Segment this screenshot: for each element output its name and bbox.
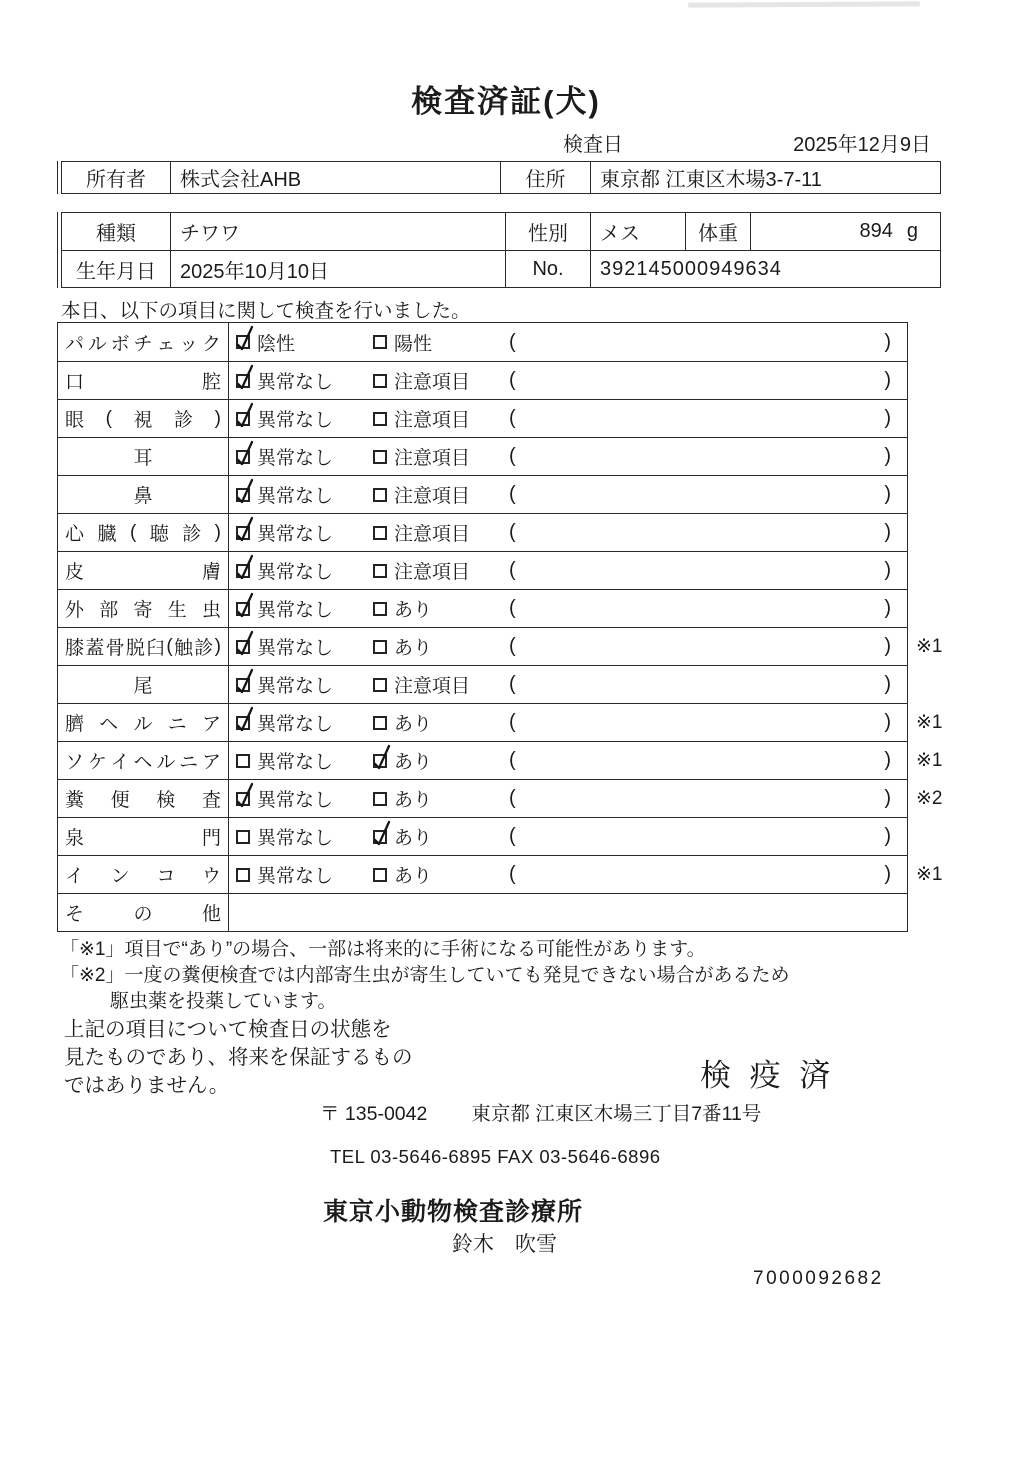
address-value: 東京都 江東区木場3-7-11	[590, 162, 940, 193]
checkbox-option	[366, 633, 501, 660]
checkbox-option	[229, 595, 366, 622]
close-paren: )	[884, 559, 891, 581]
checked-checkbox	[236, 450, 250, 464]
checkbox-label: 異常なし	[257, 562, 334, 583]
checkbox-option	[366, 823, 501, 850]
checkbox-option	[366, 785, 501, 812]
inspection-row-body	[229, 552, 907, 589]
open-paren: (	[509, 407, 516, 429]
unchecked-checkbox	[236, 830, 250, 844]
checkbox-label: 異常なし	[257, 790, 334, 811]
inspection-row-body	[229, 628, 907, 665]
disclaimer-line-3: ではありません。	[64, 1074, 230, 1097]
inspection-row-body	[229, 742, 907, 779]
footnote-mark: ※1	[916, 864, 943, 885]
checkbox-option	[229, 557, 366, 584]
unchecked-checkbox	[236, 868, 250, 882]
weight-label: 体重	[685, 213, 750, 250]
close-paren: )	[884, 749, 891, 771]
tel-fax-line: TEL 03-5646-6895 FAX 03-5646-6896	[330, 1146, 661, 1167]
checked-checkbox	[236, 792, 250, 806]
inspection-item-label: ソ ケ イ ヘ ル ニ ア	[58, 742, 229, 779]
footnote-2-cont: 駆虫薬を投薬しています。	[110, 991, 337, 1012]
inspection-row-body	[229, 476, 907, 513]
disclaimer-line-2: 見たものであり、将来を保証するもの	[64, 1046, 413, 1069]
checkbox-label: 注意項目	[394, 562, 471, 583]
checkbox-label: 注意項目	[394, 676, 471, 697]
breed-value: チワワ	[170, 213, 505, 250]
checkbox-label: あり	[394, 714, 433, 735]
checkbox-label: 陽性	[394, 333, 433, 355]
checked-checkbox	[236, 335, 250, 349]
close-paren: )	[884, 521, 891, 543]
clinic-address: 東京都 江東区木場三丁目7番11号	[471, 1103, 762, 1125]
breed-sex-weight-row	[62, 213, 940, 250]
unchecked-checkbox	[373, 374, 387, 388]
inspection-row	[58, 741, 943, 779]
checked-checkbox	[236, 602, 250, 616]
checkbox-option	[366, 709, 501, 736]
checkbox-label: 注意項目	[394, 410, 471, 431]
sex-label: 性別	[505, 213, 590, 250]
checkbox-label: 陰性	[257, 333, 296, 355]
checkbox-option	[366, 405, 501, 432]
checkbox-label: 異常なし	[257, 448, 334, 469]
inspection-item-label: 心 臓 ( 聴 診 )	[58, 514, 229, 551]
open-paren: (	[509, 483, 516, 505]
checkbox-label: 異常なし	[257, 828, 334, 849]
checkbox-option	[229, 861, 366, 888]
checkbox-label: あり	[394, 638, 433, 659]
sex-value: メス	[590, 213, 685, 250]
open-paren: (	[509, 369, 516, 391]
inspection-item-label: 泉 門	[58, 818, 229, 855]
no-label: No.	[505, 251, 590, 287]
inspection-item-label: 糞 便 検 査	[58, 780, 229, 817]
open-paren: (	[509, 863, 516, 885]
checkbox-label: 注意項目	[394, 486, 471, 507]
inspection-row	[58, 779, 943, 817]
inspection-row	[58, 437, 907, 475]
inspection-item-label: 膝 蓋 骨 脱 臼 ( 触 診 )	[58, 628, 229, 665]
checkbox-option	[366, 367, 501, 394]
serial-number: 7000092682	[753, 1268, 884, 1289]
inspection-item-label: 口 腔	[58, 362, 229, 399]
inspection-item-label: そ の 他	[58, 894, 229, 931]
checkbox-label: 異常なし	[257, 486, 334, 507]
close-paren: )	[884, 863, 891, 885]
inspection-item-label: パ ル ボ チ ェ ッ ク	[58, 323, 229, 361]
close-paren: )	[884, 635, 891, 657]
checked-checkbox	[236, 678, 250, 692]
checkbox-option	[366, 747, 501, 774]
unchecked-checkbox	[373, 335, 387, 349]
inspection-row	[58, 855, 943, 893]
inspection-row	[58, 589, 907, 627]
checkbox-option	[229, 329, 366, 356]
footnote-mark: ※1	[916, 712, 943, 733]
unchecked-checkbox	[373, 488, 387, 502]
owner-value: 株式会社AHB	[170, 162, 500, 193]
unchecked-checkbox	[373, 868, 387, 882]
inspection-row	[58, 817, 907, 855]
inspection-row-body	[229, 323, 907, 361]
close-paren: )	[884, 711, 891, 733]
owner-address-table	[57, 161, 941, 194]
checkbox-label: 注意項目	[394, 372, 471, 393]
animal-info-table-inner	[61, 212, 941, 288]
unchecked-checkbox	[373, 792, 387, 806]
inspection-row	[58, 665, 907, 703]
open-paren: (	[509, 597, 516, 619]
checkbox-label: 異常なし	[257, 676, 334, 697]
checkbox-label: 異常なし	[257, 600, 334, 621]
checkbox-label: 異常なし	[257, 714, 334, 735]
inspection-row-body	[229, 590, 907, 627]
close-paren: )	[884, 445, 891, 467]
checkbox-option	[229, 633, 366, 660]
close-paren: )	[884, 825, 891, 847]
postal-code: 〒 135-0042	[320, 1103, 428, 1125]
birthdate-no-row	[62, 250, 940, 287]
checkbox-option	[229, 367, 366, 394]
checkbox-label: 異常なし	[257, 410, 334, 431]
scan-artifact	[688, 1, 920, 7]
exam-date-value: 2025年12月9日	[793, 134, 931, 156]
checkbox-label: あり	[394, 600, 433, 621]
clinic-name: 東京小動物検査診療所	[323, 1198, 584, 1226]
checkbox-label: あり	[394, 790, 433, 811]
unchecked-checkbox	[373, 640, 387, 654]
inspection-row	[58, 627, 943, 665]
inspection-item-label: 外 部 寄 生 虫	[58, 590, 229, 627]
exam-date-label: 検査日	[563, 134, 623, 156]
checkbox-label: 異常なし	[257, 866, 334, 887]
unchecked-checkbox	[373, 678, 387, 692]
checkbox-option	[366, 557, 501, 584]
checked-checkbox	[236, 716, 250, 730]
inspection-row-body	[229, 780, 907, 817]
inspection-row-body	[229, 362, 907, 399]
unchecked-checkbox	[236, 754, 250, 768]
disclaimer-text	[64, 1016, 413, 1100]
birthdate-value: 2025年10月10日	[170, 251, 505, 287]
inspection-item-label: 皮 膚	[58, 552, 229, 589]
checkbox-label: 注意項目	[394, 524, 471, 545]
checkbox-option	[366, 481, 501, 508]
checkbox-option	[229, 747, 366, 774]
birthdate-label: 生年月日	[76, 260, 156, 283]
inspection-row	[58, 513, 907, 551]
checkbox-label: 異常なし	[257, 638, 334, 659]
checked-checkbox	[236, 640, 250, 654]
address-label: 住所	[500, 162, 590, 193]
veterinarian-name: 鈴木 吹雪	[452, 1233, 557, 1256]
animal-info-table	[57, 212, 941, 288]
inspection-row-body	[229, 704, 907, 741]
checked-checkbox	[373, 754, 387, 768]
open-paren: (	[509, 673, 516, 695]
inspection-row	[58, 893, 907, 931]
open-paren: (	[509, 787, 516, 809]
checkbox-label: 異常なし	[257, 524, 334, 545]
inspection-item-label: 耳	[58, 438, 229, 475]
unchecked-checkbox	[373, 526, 387, 540]
inspection-item-label: 眼 ( 視 診 )	[58, 400, 229, 437]
inspection-item-label: 尾	[58, 666, 229, 703]
inspection-row	[58, 361, 907, 399]
open-paren: (	[509, 521, 516, 543]
checked-checkbox	[236, 526, 250, 540]
open-paren: (	[509, 711, 516, 733]
close-paren: )	[884, 673, 891, 695]
footnote-mark: ※1	[916, 750, 943, 771]
close-paren: )	[884, 407, 891, 429]
footnote-2: 「※2」一度の糞便検査では内部寄生虫が寄生していても発見できない場合があるため	[60, 965, 790, 986]
page-title: 検査済証(犬)	[411, 84, 601, 119]
footnote-mark: ※2	[916, 788, 943, 809]
inspection-item-label: 鼻	[58, 476, 229, 513]
open-paren: (	[509, 559, 516, 581]
inspection-row	[58, 399, 907, 437]
close-paren: )	[884, 369, 891, 391]
checkbox-option	[229, 709, 366, 736]
checkbox-option	[229, 443, 366, 470]
open-paren: (	[509, 825, 516, 847]
checkbox-label: あり	[394, 828, 433, 849]
inspection-row-body	[229, 818, 907, 855]
checkbox-option	[229, 785, 366, 812]
checked-checkbox	[236, 488, 250, 502]
unchecked-checkbox	[373, 450, 387, 464]
owner-address-table-inner	[61, 161, 941, 194]
checkbox-option	[366, 595, 501, 622]
owner-row	[62, 162, 940, 193]
checkbox-option	[229, 519, 366, 546]
checkbox-option	[229, 481, 366, 508]
checkbox-label: 注意項目	[394, 448, 471, 469]
clinic-address-line	[320, 1098, 761, 1126]
footnote-1: 「※1」項目で“あり”の場合、一部は将来的に手術になる可能性があります。	[60, 939, 706, 960]
checked-checkbox	[236, 412, 250, 426]
disclaimer-line-1: 上記の項目について検査日の状態を	[64, 1018, 392, 1041]
close-paren: )	[884, 330, 891, 353]
inspection-row-body	[229, 438, 907, 475]
inspection-row	[58, 703, 943, 741]
weight-value-cell	[750, 213, 940, 250]
inspection-table	[57, 322, 943, 932]
open-paren: (	[509, 330, 516, 353]
quarantine-stamp: 検 疫 済	[700, 1058, 836, 1093]
open-paren: (	[509, 445, 516, 467]
unchecked-checkbox	[373, 716, 387, 730]
inspection-row	[58, 323, 907, 361]
close-paren: )	[884, 483, 891, 505]
inspection-row-body	[229, 856, 907, 893]
inspection-row-body	[229, 894, 907, 931]
checkbox-option	[366, 519, 501, 546]
inspection-row	[58, 551, 907, 589]
checkbox-label: あり	[394, 752, 433, 773]
weight-value: 894	[859, 220, 893, 242]
inspection-row-body	[229, 514, 907, 551]
checkbox-label: 異常なし	[257, 752, 334, 773]
checked-checkbox	[236, 564, 250, 578]
inspection-row	[58, 475, 907, 513]
open-paren: (	[509, 749, 516, 771]
inspection-row-body	[229, 400, 907, 437]
unchecked-checkbox	[373, 564, 387, 578]
checkbox-label: あり	[394, 866, 433, 887]
checkbox-label: 異常なし	[257, 372, 334, 393]
breed-label: 種類	[96, 223, 136, 245]
owner-label: 所有者	[86, 169, 146, 191]
unchecked-checkbox	[373, 412, 387, 426]
checkbox-option	[229, 405, 366, 432]
checkbox-option	[366, 443, 501, 470]
weight-unit: g	[906, 220, 918, 242]
checked-checkbox	[236, 374, 250, 388]
intro-text: 本日、以下の項目に関して検査を行いました。	[61, 300, 471, 322]
unchecked-checkbox	[373, 602, 387, 616]
no-value: 392145000949634	[590, 251, 940, 287]
checkbox-option	[366, 861, 501, 888]
checkbox-option	[366, 329, 501, 356]
inspection-item-label: 臍 ヘ ル ニ ア	[58, 704, 229, 741]
checkbox-option	[366, 671, 501, 698]
open-paren: (	[509, 635, 516, 657]
close-paren: )	[884, 787, 891, 809]
checkbox-option	[229, 671, 366, 698]
checked-checkbox	[373, 830, 387, 844]
close-paren: )	[884, 597, 891, 619]
inspection-item-label: イ ン コ ウ	[58, 856, 229, 893]
footnote-mark: ※1	[916, 636, 943, 657]
inspection-row-body	[229, 666, 907, 703]
checkbox-option	[229, 823, 366, 850]
